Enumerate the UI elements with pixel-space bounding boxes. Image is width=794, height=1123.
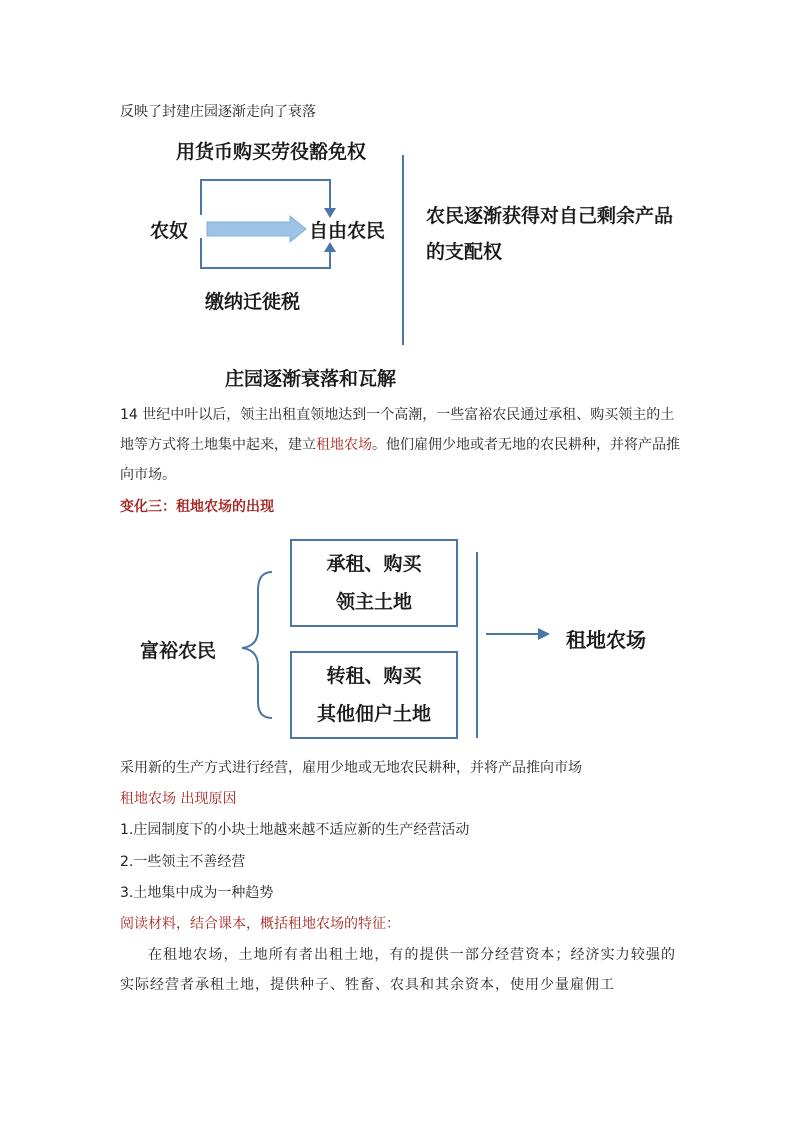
top-label: 用货币购买劳役豁免权 <box>176 141 367 163</box>
reason-1: 1.庄园制度下的小块土地越来越不适应新的生产经营活动 <box>120 822 470 838</box>
intro-line: 反映了封建庄园逐渐走向了衰落 <box>120 104 316 120</box>
box1-line1: 承租、购买 <box>326 553 422 575</box>
box2-line2: 其他佃户土地 <box>316 703 431 725</box>
upper-path-line <box>201 180 330 215</box>
paragraph1-highlight: 租地农场 <box>316 437 372 453</box>
heading-change-three: 变化三：租地农场的出现 <box>120 499 274 515</box>
diagram-rental-farm-formation <box>0 530 794 740</box>
wealthy-peasant-label: 富裕农民 <box>140 640 217 662</box>
lower-path-arrowhead <box>324 242 336 252</box>
curly-brace <box>242 572 272 718</box>
bottom-label: 缴纳迁徙税 <box>205 291 301 313</box>
heading-task: 阅读材料，结合课本，概括租地农场的特征： <box>120 916 400 932</box>
box2-line1: 转租、购买 <box>326 665 422 687</box>
paragraph1-after: 。他们雇佣少地或者无地的农民耕种，并将产品推向市场。 <box>120 437 680 483</box>
side-text: 农民逐渐获得对自己剩余产品的支配权 <box>426 205 674 263</box>
serf-label: 农奴 <box>150 220 189 242</box>
free-peasant-label: 自由农民 <box>309 220 386 242</box>
production-mode-line: 采用新的生产方式进行经营，雇用少地或无地农民耕种，并将产品推向市场 <box>120 760 582 776</box>
diagram-serf-to-free-peasant <box>0 0 794 400</box>
heading-reasons: 租地农场 出现原因 <box>120 791 237 807</box>
reading-material: 在租地农场，土地所有者出租土地，有的提供一部分经营资本；经济实力较强的实际经营者承租土地，提供种子、牲畜、农具和其余资本，使用少量雇佣工 <box>120 947 676 993</box>
rental-farm-result: 租地农场 <box>566 628 646 652</box>
reason-2: 2.一些领主不善经营 <box>120 854 246 870</box>
main-arrow <box>207 216 306 242</box>
result-arrowhead <box>538 628 550 640</box>
paragraph1-before: 14 世纪中叶以后，领主出租直领地达到一个高潮，一些富裕农民通过承租、购买领主的土地等方式将土地集中起来，建立 <box>120 407 675 453</box>
reason-3: 3.土地集中成为一种趋势 <box>120 885 274 901</box>
box1-line2: 领主土地 <box>335 591 412 613</box>
box-sublease-purchase-tenant-land <box>290 651 458 739</box>
paragraph-rental-farms <box>120 400 680 490</box>
box-lease-purchase-lord-land <box>290 539 458 627</box>
conclusion-label: 庄园逐渐衰落和瓦解 <box>225 368 397 390</box>
